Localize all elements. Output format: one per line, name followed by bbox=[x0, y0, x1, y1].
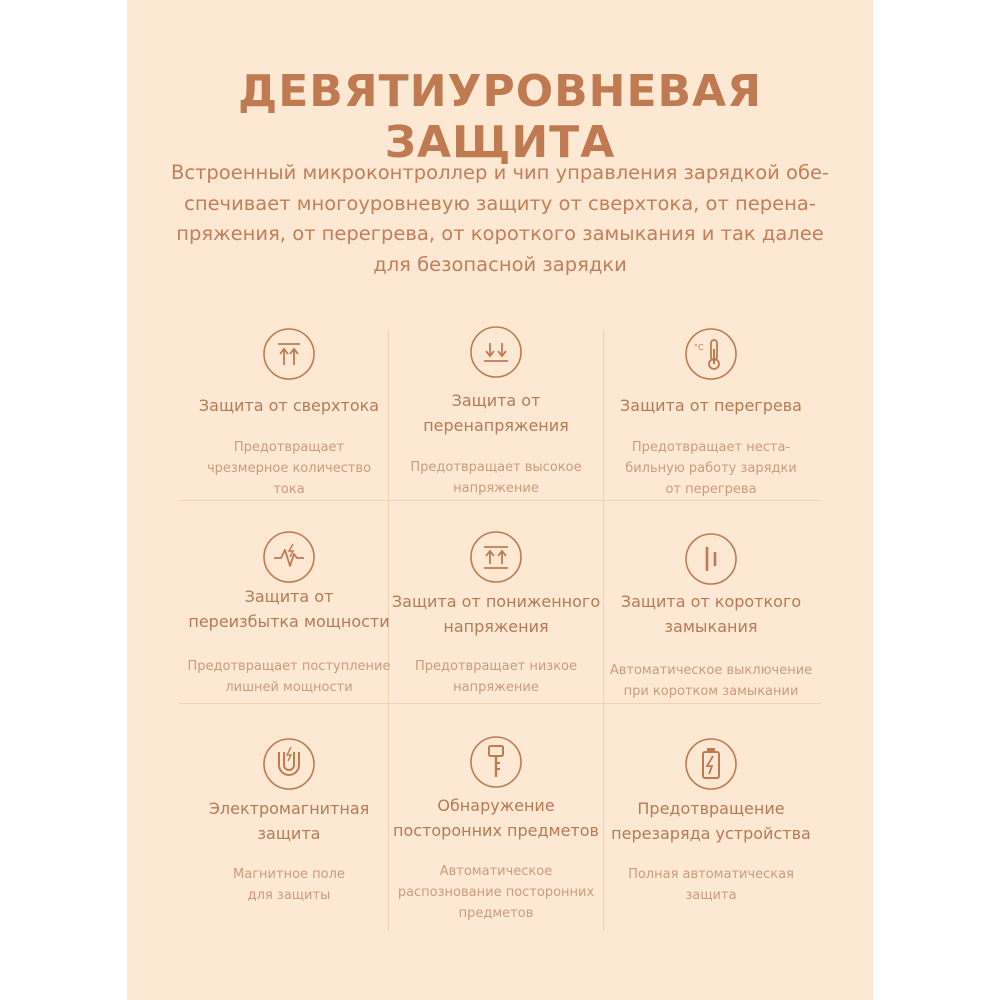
overcurrent-icon bbox=[262, 327, 316, 381]
feature-desc: Полная автоматическая bbox=[628, 867, 794, 882]
feature-desc: Предотвращает низкое bbox=[415, 659, 577, 674]
page-title: ДЕВЯТИУРОВНЕВАЯ ЗАЩИТА bbox=[238, 66, 762, 168]
thermometer-icon bbox=[684, 327, 738, 381]
feature-title: Защита от сверхтока bbox=[198, 396, 380, 415]
feature-title: Обнаружение bbox=[437, 796, 555, 815]
magnet-icon bbox=[262, 737, 316, 791]
overvoltage-icon bbox=[469, 325, 523, 379]
feature-desc: бильную работу зарядки bbox=[625, 461, 797, 476]
feature-title: Электромагнитная bbox=[208, 799, 370, 818]
intro-line: пряжения, от перегрева, от короткого замыкания и так далее bbox=[176, 222, 824, 245]
feature-title: перенапряжения bbox=[423, 415, 569, 435]
intro-line: для безопасной зарядки bbox=[373, 252, 627, 276]
power-pulse-icon bbox=[262, 530, 316, 584]
feature-title: напряжения bbox=[443, 616, 549, 636]
battery-icon bbox=[684, 737, 738, 791]
feature-desc: Предотвращает bbox=[233, 440, 345, 455]
celsius-label: °C bbox=[694, 343, 704, 352]
feature-title: перезаряда устройства bbox=[611, 823, 811, 843]
feature-title: Защита от пониженного bbox=[391, 592, 601, 611]
feature-desc: Автоматическое bbox=[439, 864, 553, 879]
feature-title: посторонних предметов bbox=[393, 820, 599, 840]
feature-title: замыкания bbox=[664, 616, 758, 636]
feature-desc: чрезмерное количество bbox=[206, 461, 372, 476]
grid-divider bbox=[179, 703, 821, 704]
feature-desc: распознование посторонних bbox=[397, 885, 595, 900]
feature-title: Предотвращение bbox=[637, 799, 785, 818]
intro-line: Встроенный микроконтроллер и чип управления зарядкой обе- bbox=[170, 161, 830, 184]
short-circuit-icon bbox=[684, 532, 738, 586]
feature-title: Защита от короткого bbox=[620, 592, 802, 611]
feature-desc: от перегрева bbox=[665, 482, 757, 497]
intro-text bbox=[147, 158, 853, 280]
feature-title: защита bbox=[257, 823, 321, 843]
key-icon bbox=[469, 735, 523, 789]
feature-title: Защита от bbox=[244, 587, 334, 606]
content-panel bbox=[127, 0, 873, 1000]
feature-title: переизбытка мощности bbox=[188, 611, 390, 631]
feature-desc: Автоматическое выключение bbox=[609, 663, 813, 678]
feature-desc: Предотвращает поступление bbox=[187, 659, 391, 674]
feature-desc: Предотвращает неста- bbox=[631, 440, 791, 455]
feature-desc: Предотвращает высокое bbox=[410, 460, 582, 475]
grid-divider bbox=[179, 500, 821, 501]
feature-desc: при коротком замыкании bbox=[623, 684, 799, 699]
feature-desc: напряжение bbox=[453, 481, 539, 496]
feature-title: Защита от bbox=[451, 391, 541, 410]
feature-desc: предметов bbox=[458, 906, 534, 921]
feature-desc: защита bbox=[685, 888, 737, 903]
feature-title: Защита от перегрева bbox=[620, 396, 802, 415]
intro-line: спечивает многоуровневую защиту от сверхтока, от перена- bbox=[184, 191, 816, 215]
feature-desc: тока bbox=[273, 482, 305, 497]
undervoltage-icon bbox=[469, 530, 523, 584]
feature-desc: Магнитное поле bbox=[233, 867, 345, 882]
feature-desc: для защиты bbox=[247, 888, 331, 903]
feature-desc: лишней мощности bbox=[225, 680, 353, 695]
feature-desc: напряжение bbox=[453, 680, 539, 695]
